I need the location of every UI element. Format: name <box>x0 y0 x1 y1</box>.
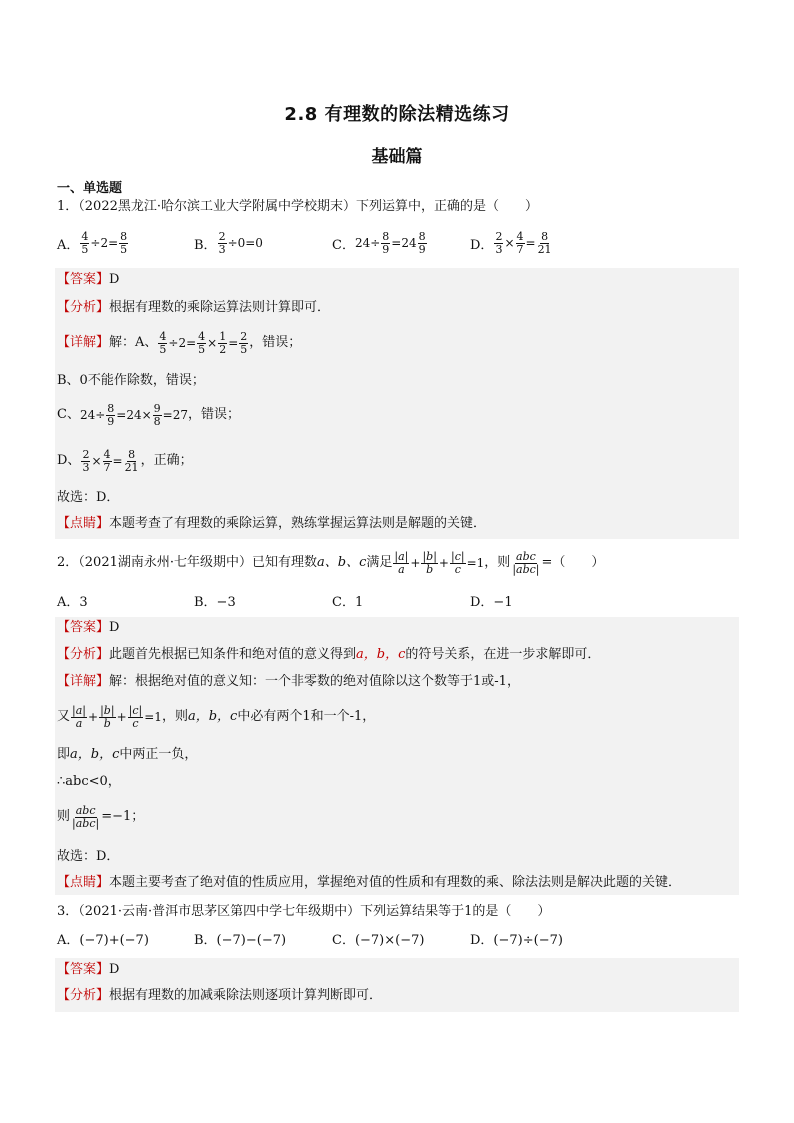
q1-detail-a: 【详解】 解：A、 $\frac{4}{5}$ ÷2= $\frac{4}{5}$ × $\frac{1}{2}$ = $\frac{2}{5}$ ，错误； <box>57 329 302 356</box>
q3-options <box>57 922 747 954</box>
q2-comment: 【点睛】本题主要考查了绝对值的性质应用，掌握绝对值的性质和有理数的乘、除法法则是解决此题的关键． <box>57 875 682 890</box>
q2-option-b: B．−3 <box>194 594 236 610</box>
q1-option-d: D． $\frac{2}{3}$ × $\frac{4}{7}$ = $\frac{8}{21}$ <box>470 229 552 256</box>
q2-choice: 故选：D． <box>57 849 120 864</box>
q3-option-d: D．(−7)÷(−7) <box>470 932 563 948</box>
q3-stem: 3．（2021·云南·普洱市思茅区第四中学七年级期中）下列运算结果等于1的是（ ） <box>57 904 551 919</box>
q2-detail-line2: 又 $\frac{|a|}{a}$ + $\frac{|b|}{b}$ + $\frac{|c|}{c}$ =1 ，则 a，b，c 中必有两个1和一个-1， <box>57 703 376 730</box>
q2-option-d: D．−1 <box>470 594 513 610</box>
q1-option-c: C． 24÷ $\frac{8}{9}$ =24 $\frac{8}{9}$ <box>332 229 426 256</box>
section-title: 一、单选题 <box>57 181 123 196</box>
q1-detail-d: D、 $\frac{2}{3}$ × $\frac{4}{7}$ = $\frac{8}{21}$ ，正确； <box>57 447 193 474</box>
q1-options <box>57 227 747 259</box>
q1-stem: 1．（2022黑龙江·哈尔滨工业大学附属中学校期末）下列运算中，正确的是（ ） <box>57 199 538 214</box>
q3-option-b: B．(−7)−(−7) <box>194 932 287 948</box>
q2-option-a: A．3 <box>57 594 88 610</box>
q2-detail: 【详解】解：根据绝对值的意义知：一个非零数的绝对值除以这个数等于1或-1， <box>57 674 520 689</box>
q2-detail-line4: ∴abc<0， <box>57 774 121 789</box>
q3-option-c: C．(−7)×(−7) <box>332 932 425 948</box>
page-title: 2.8 有理数的除法精选练习 <box>284 104 510 125</box>
page-subtitle: 基础篇 <box>371 147 423 167</box>
q3-answer: 【答案】D <box>57 962 120 977</box>
q2-analysis: 【分析】此题首先根据已知条件和绝对值的意义得到a，b，c的符号关系，在进一步求解即可． <box>57 647 601 662</box>
q1-option-a: A． $\frac{4}{5}$ ÷2= $\frac{8}{5}$ <box>57 229 128 256</box>
q1-answer: 【答案】D <box>57 272 120 287</box>
q2-answer: 【答案】D <box>57 620 120 635</box>
q1-option-b: B． $\frac{2}{3}$ ÷0=0 <box>194 229 263 256</box>
q2-stem: 2．（2021湖南永州·七年级期中）已知有理数 a、b、c 满足 $\frac{|a|}{a}$ + $\frac{|b|}{b}$ + $\frac{|c|}{c}$ =1 ，则 $\frac{\text{abc}}{\text{|abc|}}$ =（ ） <box>57 549 605 576</box>
q2-detail-line5: 则 $\frac{\text{abc}}{\text{|abc|}}$ =−1； <box>57 803 145 830</box>
q1-detail-b: B、0不能作除数，错误； <box>57 373 205 388</box>
q2-option-c: C．1 <box>332 594 364 610</box>
q1-detail-c: C、 24÷ $\frac{8}{9}$ =24× $\frac{9}{8}$ =27 ，错误； <box>57 401 241 428</box>
q3-analysis: 【分析】根据有理数的加减乘除法则逐项计算判断即可． <box>57 988 383 1003</box>
q3-option-a: A．(−7)+(−7) <box>57 932 149 948</box>
q1-analysis: 【分析】根据有理数的乘除运算法则计算即可． <box>57 300 331 315</box>
q1-choice: 故选：D． <box>57 490 120 505</box>
q1-comment: 【点睛】本题考查了有理数的乘除运算，熟练掌握运算法则是解题的关键． <box>57 516 487 531</box>
q2-options <box>57 584 747 616</box>
q2-detail-line3: 即a，b，c中两正一负， <box>57 747 198 762</box>
